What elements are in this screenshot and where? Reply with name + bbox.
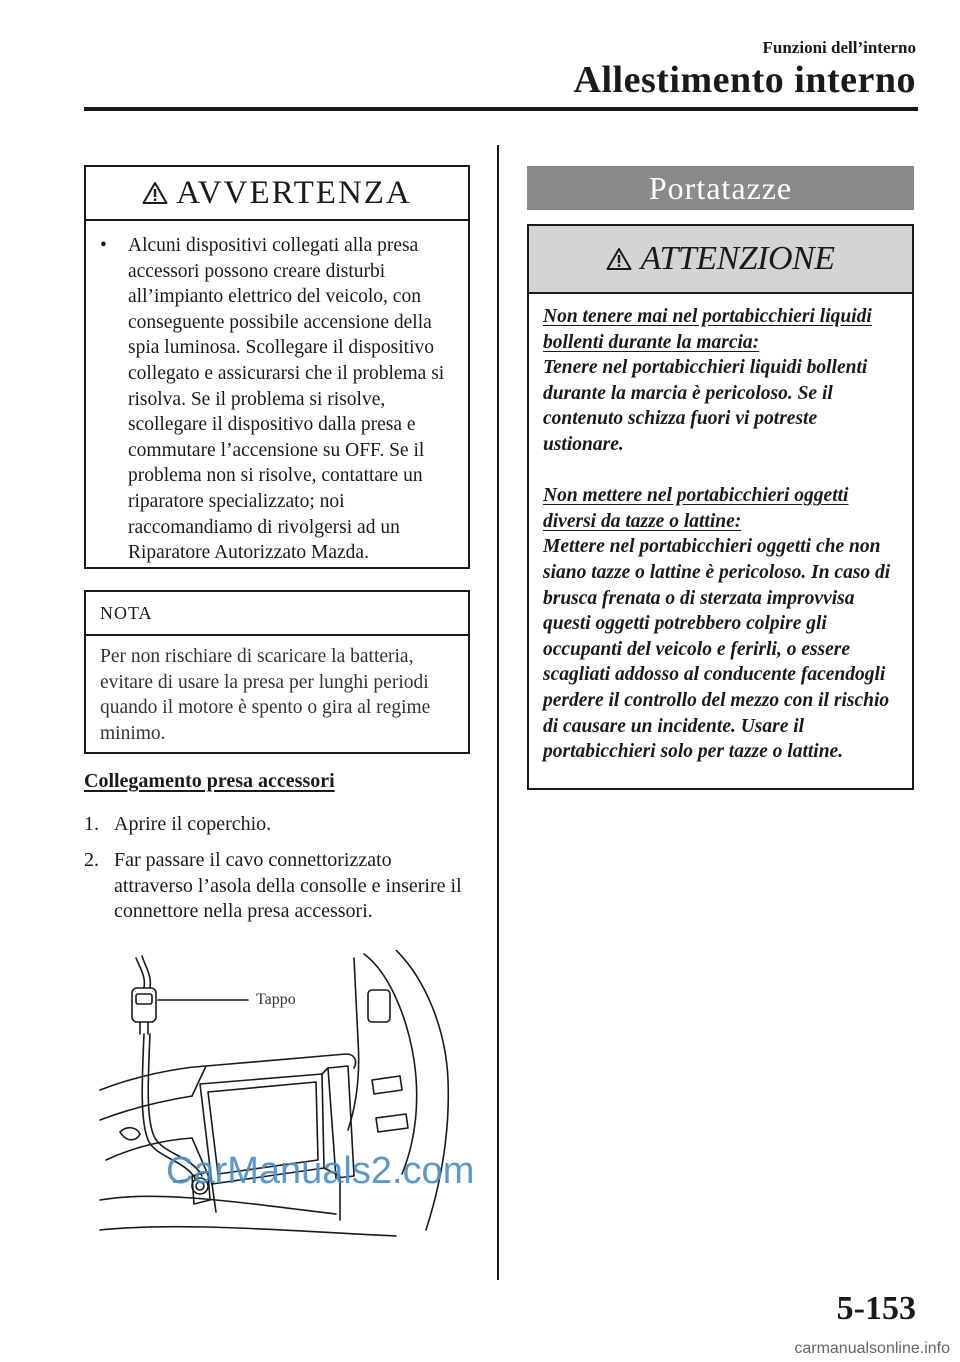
caution-text: Tenere nel portabicchieri liquidi bollenti durante la marcia è pericoloso. Se il contenuto schizza fuori vi potreste ustionare. [543,357,868,455]
warning-title: AVVERTENZA [176,174,412,211]
caution-header [529,226,912,294]
warning-body [86,221,468,566]
warning-text: Alcuni dispositivi collegati alla presa accessori possono creare disturbi all’impianto elettrico del veicolo, con conseguente possibile accensione della spia luminosa. Scollegare il dispositivo collegato e assicurarsi che il problema si risolva. Se il problema si risolve, scollegare il dispositivo dalla presa e commutare l’accensione su OFF. Se il problema non si risolve, contattare un riparatore specializzato; noi raccomandiamo di rivolgersi ad un Riparatore Autorizzato Mazda. [128,235,445,564]
caution-box [527,224,914,790]
caution-subheading: Non mettere nel portabicchieri oggetti diversi da tazze o lattine: [543,485,849,532]
caution-title: ATTENZIONE [640,240,835,277]
note-title: NOTA [86,592,468,636]
step-text: Aprire il coperchio. [114,813,272,835]
step-number: 1. [84,813,99,835]
section-banner: Portatazze [527,166,914,210]
paragraph-gap [543,458,898,484]
warning-triangle-icon [142,181,168,205]
header-rule [84,107,918,111]
bullet-marker: • [100,235,107,256]
warning-header [86,167,468,221]
step-item [84,812,474,838]
note-box [84,590,470,754]
warning-triangle-icon [606,247,632,271]
page-title: Allestimento interno [573,59,916,101]
section-label: Funzioni dell’interno [762,38,916,57]
column-divider [497,145,499,1280]
caution-subheading: Non tenere mai nel portabicchieri liquidi bollenti durante la marcia: [543,306,872,353]
step-text: Far passare il cavo connettorizzato attraverso l’asola della consolle e inserire il connettore nella presa accessori. [114,849,462,923]
caution-body [529,294,912,765]
page-number: 5-153 [836,1290,916,1327]
warning-box [84,165,470,569]
watermark: CarManuals2.com [166,1150,475,1192]
caution-text: Mettere nel portabicchieri oggetti che non siano tazze o lattine è pericoloso. In caso di brusca frenata o di sterzata improvvisa questi oggetti potrebbero colpire gli occupanti del veicolo e ferirli, o essere scagliati addosso al conducente facendogli perdere il controllo del mezzo con il rischio di causare un incidente. Usare il portabicchieri solo per tazze o lattine. [543,536,891,763]
note-text: Per non rischiare di scaricare la batteria, evitare di usare la presa per lunghi periodi quando il motore è spento o gira al regime minimo. [100,646,431,744]
footer-site: carmanualsonline.info [794,1340,950,1357]
step-number: 2. [84,849,99,871]
section-heading: Collegamento presa accessori [84,770,335,792]
step-item [84,848,474,925]
figure-label: Tappo [256,991,296,1008]
